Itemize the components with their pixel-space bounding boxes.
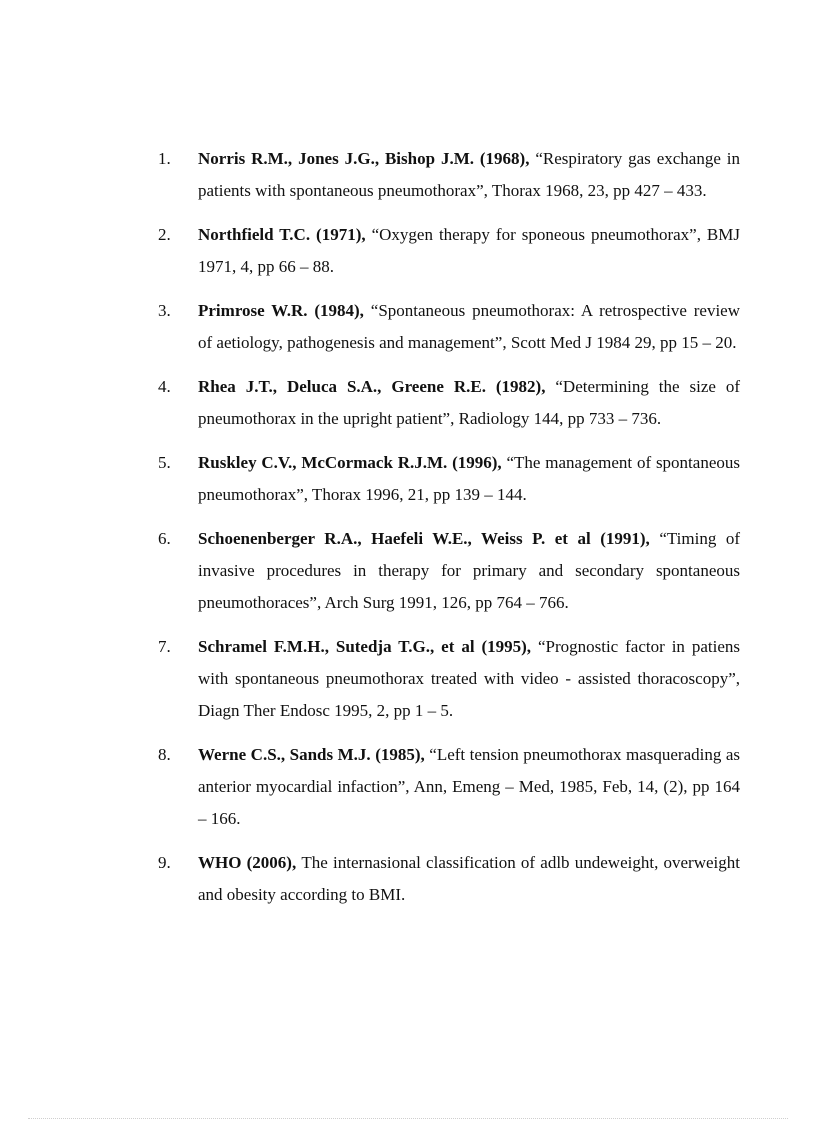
reference-text: “Spontaneous pneumothorax: A retrospective review of aetiology, pathogenesis and management”, Scott Med J 1984 29, pp 15 – 20. xyxy=(198,301,741,352)
reference-authors: Primrose W.R. (1984), xyxy=(198,301,371,320)
reference-number: 6. xyxy=(158,529,171,548)
reference-authors: Northfield T.C. (1971), xyxy=(198,225,372,244)
reference-authors: Norris R.M., Jones J.G., Bishop J.M. (1968), xyxy=(198,149,536,168)
reference-number: 3. xyxy=(158,301,171,320)
reference-authors: Werne C.S., Sands M.J. (1985), xyxy=(198,745,430,764)
reference-text: “Respiratory gas exchange in patients with spontaneous pneumothorax”, Thorax 1968, 23, pp 427 – 433. xyxy=(198,149,740,200)
reference-item xyxy=(158,371,740,435)
reference-number: 1. xyxy=(158,149,171,168)
reference-text: “The management of spontaneous pneumothorax”, Thorax 1996, 21, pp 139 – 144. xyxy=(198,453,740,504)
reference-item xyxy=(158,447,740,511)
reference-authors: Schoenenberger R.A., Haefeli W.E., Weiss P. et al (1991), xyxy=(198,529,660,548)
reference-text: “Left tension pneumothorax masquerading as anterior myocardial infaction”, Ann, Emeng – Med, 1985, Feb, 14, (2), pp 164 – 166. xyxy=(198,745,741,828)
reference-text: “Timing of invasive procedures in therapy for primary and secondary spontaneous pneumothoraces”, Arch Surg 1991, 126, pp 764 – 766. xyxy=(198,529,741,612)
reference-item xyxy=(158,219,740,283)
reference-text: “Prognostic factor in patiens with spontaneous pneumothorax treated with video - assisted thoracoscopy”, Diagn Ther Endosc 1995, 2, pp 1 – 5. xyxy=(198,637,740,720)
reference-item xyxy=(158,523,740,619)
reference-text: The internasional classification of adlb undeweight, overweight and obesity according to BMI. xyxy=(198,853,740,904)
reference-number: 7. xyxy=(158,637,171,656)
reference-number: 9. xyxy=(158,853,171,872)
reference-text: “Determining the size of pneumothorax in the upright patient”, Radiology 144, pp 733 – 736. xyxy=(198,377,741,428)
reference-item xyxy=(158,143,740,207)
reference-authors: Rhea J.T., Deluca S.A., Greene R.E. (1982), xyxy=(198,377,556,396)
page-bottom-divider xyxy=(28,1118,788,1119)
reference-authors: Schramel F.M.H., Sutedja T.G., et al (1995), xyxy=(198,637,538,656)
reference-authors: Ruskley C.V., McCormack R.J.M. (1996), xyxy=(198,453,507,472)
reference-number: 5. xyxy=(158,453,171,472)
reference-list xyxy=(158,143,740,923)
reference-item xyxy=(158,847,740,911)
reference-number: 8. xyxy=(158,745,171,764)
reference-item xyxy=(158,739,740,835)
reference-item xyxy=(158,295,740,359)
reference-authors: WHO (2006), xyxy=(198,853,302,872)
reference-number: 4. xyxy=(158,377,171,396)
reference-text: “Oxygen therapy for sponeous pneumothorax”, BMJ 1971, 4, pp 66 – 88. xyxy=(198,225,740,276)
reference-number: 2. xyxy=(158,225,171,244)
reference-item xyxy=(158,631,740,727)
